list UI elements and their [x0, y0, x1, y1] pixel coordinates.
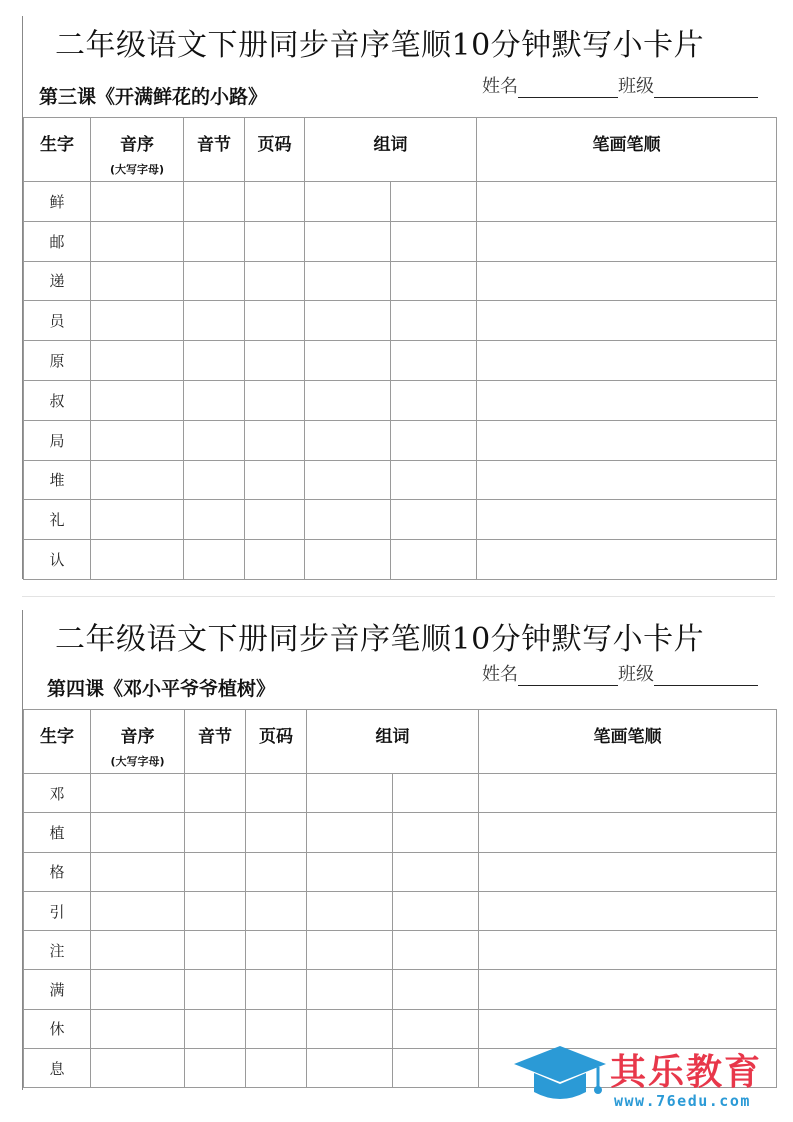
name-blank[interactable] — [518, 79, 618, 98]
word2-cell[interactable] — [393, 931, 479, 970]
word2-cell[interactable] — [391, 380, 477, 420]
word1-cell[interactable] — [307, 1009, 393, 1048]
syllable-cell[interactable] — [185, 970, 246, 1009]
order-cell[interactable] — [91, 540, 184, 580]
syllable-cell[interactable] — [185, 931, 246, 970]
header-order-label: 音序 — [120, 135, 154, 155]
page-cell[interactable] — [245, 341, 305, 381]
table-row — [24, 261, 777, 301]
word2-cell[interactable] — [393, 852, 479, 891]
syllable-cell[interactable] — [185, 1049, 246, 1088]
lesson-title: 第三课《开满鲜花的小路》 — [39, 86, 268, 108]
character-cell: 原 — [24, 341, 91, 381]
word1-cell[interactable] — [305, 341, 391, 381]
word1-cell[interactable] — [305, 301, 391, 341]
word1-cell[interactable] — [307, 891, 393, 930]
brand-logo — [510, 1040, 785, 1115]
character-cell: 叔 — [24, 380, 91, 420]
table-row — [24, 970, 777, 1009]
lesson-title: 第四课《邓小平爷爷植树》 — [47, 678, 276, 700]
strokes-cell[interactable] — [479, 891, 777, 930]
character-cell: 邮 — [24, 221, 91, 261]
word2-cell[interactable] — [391, 500, 477, 540]
character-cell: 植 — [24, 813, 91, 852]
page-cell[interactable] — [246, 970, 307, 1009]
header-syllable: 音节 — [185, 710, 246, 774]
order-cell[interactable] — [91, 420, 184, 460]
syllable-cell[interactable] — [184, 221, 245, 261]
word1-cell[interactable] — [305, 500, 391, 540]
page-cell[interactable] — [245, 420, 305, 460]
card-title: 二年级语文下册同步音序笔顺10分钟默写小卡片 — [55, 28, 705, 63]
order-cell[interactable] — [91, 261, 184, 301]
character-cell: 休 — [24, 1009, 91, 1048]
class-label: 班级 — [618, 76, 654, 97]
name-label: 姓名 — [482, 664, 518, 685]
word1-cell[interactable] — [305, 380, 391, 420]
syllable-cell[interactable] — [185, 891, 246, 930]
class-blank[interactable] — [654, 79, 758, 98]
word1-cell[interactable] — [307, 970, 393, 1009]
table-row — [24, 852, 777, 891]
table-row — [24, 774, 777, 813]
character-cell: 鲜 — [24, 182, 91, 222]
graduation-cap-icon — [510, 1040, 610, 1115]
table-row — [24, 380, 777, 420]
table-row — [24, 420, 777, 460]
page-cell[interactable] — [245, 500, 305, 540]
page-cell[interactable] — [245, 221, 305, 261]
strokes-cell[interactable] — [477, 261, 777, 301]
word1-cell[interactable] — [307, 852, 393, 891]
strokes-cell[interactable] — [479, 813, 777, 852]
header-words: 组词 — [305, 118, 477, 182]
order-cell[interactable] — [91, 221, 184, 261]
word1-cell[interactable] — [305, 540, 391, 580]
word1-cell[interactable] — [307, 931, 393, 970]
strokes-cell[interactable] — [477, 420, 777, 460]
table-row — [24, 540, 777, 580]
order-cell[interactable] — [91, 891, 185, 930]
order-cell[interactable] — [91, 774, 185, 813]
word2-cell[interactable] — [393, 970, 479, 1009]
header-order — [91, 118, 184, 182]
strokes-cell[interactable] — [477, 301, 777, 341]
brand-name: 其乐教育 — [610, 1052, 763, 1093]
card-title: 二年级语文下册同步音序笔顺10分钟默写小卡片 — [55, 622, 705, 657]
page-cell[interactable] — [246, 774, 307, 813]
character-cell: 息 — [24, 1049, 91, 1088]
word2-cell[interactable] — [391, 301, 477, 341]
word2-cell[interactable] — [391, 261, 477, 301]
strokes-cell[interactable] — [477, 460, 777, 500]
character-cell: 局 — [24, 420, 91, 460]
header-syllable: 音节 — [184, 118, 245, 182]
table-row — [24, 891, 777, 930]
order-cell[interactable] — [91, 301, 184, 341]
word1-cell[interactable] — [305, 420, 391, 460]
order-cell[interactable] — [91, 1009, 185, 1048]
word1-cell[interactable] — [307, 774, 393, 813]
order-cell[interactable] — [91, 931, 185, 970]
word2-cell[interactable] — [393, 891, 479, 930]
character-cell: 注 — [24, 931, 91, 970]
page-cell[interactable] — [245, 460, 305, 500]
word2-cell[interactable] — [393, 1009, 479, 1048]
word1-cell[interactable] — [305, 221, 391, 261]
card-lesson-4 — [22, 610, 776, 1090]
page-cell[interactable] — [245, 540, 305, 580]
table-row — [24, 182, 777, 222]
header-page: 页码 — [245, 118, 305, 182]
strokes-cell[interactable] — [479, 852, 777, 891]
dictation-table — [23, 709, 777, 1088]
syllable-cell[interactable] — [184, 341, 245, 381]
table-row — [24, 500, 777, 540]
class-label: 班级 — [618, 664, 654, 685]
header-char: 生字 — [24, 710, 91, 774]
word1-cell[interactable] — [307, 1049, 393, 1088]
character-cell: 邓 — [24, 774, 91, 813]
strokes-cell[interactable] — [477, 380, 777, 420]
dictation-table — [23, 117, 777, 580]
word2-cell[interactable] — [391, 460, 477, 500]
strokes-cell[interactable] — [479, 931, 777, 970]
syllable-cell[interactable] — [184, 380, 245, 420]
order-cell[interactable] — [91, 1049, 185, 1088]
word2-cell[interactable] — [391, 221, 477, 261]
page-cell[interactable] — [245, 380, 305, 420]
syllable-cell[interactable] — [185, 813, 246, 852]
syllable-cell[interactable] — [184, 301, 245, 341]
header-order-sub: (大写字母) — [110, 755, 165, 768]
page-divider — [22, 596, 775, 597]
order-cell[interactable] — [91, 460, 184, 500]
word1-cell[interactable] — [307, 813, 393, 852]
word2-cell[interactable] — [391, 540, 477, 580]
page-cell[interactable] — [246, 891, 307, 930]
card-lesson-3 — [22, 16, 776, 579]
strokes-cell[interactable] — [479, 774, 777, 813]
page-cell[interactable] — [245, 261, 305, 301]
syllable-cell[interactable] — [184, 500, 245, 540]
header-page: 页码 — [246, 710, 307, 774]
syllable-cell[interactable] — [185, 1009, 246, 1048]
brand-url[interactable]: www.76edu.com — [614, 1092, 751, 1110]
page-cell[interactable] — [246, 1049, 307, 1088]
strokes-cell[interactable] — [477, 341, 777, 381]
header-char: 生字 — [24, 118, 91, 182]
table-row — [24, 301, 777, 341]
header-order-label: 音序 — [120, 727, 155, 747]
order-cell[interactable] — [91, 341, 184, 381]
character-cell: 礼 — [24, 500, 91, 540]
syllable-cell[interactable] — [184, 540, 245, 580]
word2-cell[interactable] — [393, 813, 479, 852]
table-row — [24, 931, 777, 970]
header-order-sub: (大写字母) — [109, 163, 165, 176]
card1-rows — [24, 182, 777, 580]
strokes-cell[interactable] — [477, 221, 777, 261]
syllable-cell[interactable] — [185, 852, 246, 891]
page-cell[interactable] — [246, 931, 307, 970]
table-row — [24, 813, 777, 852]
order-cell[interactable] — [91, 813, 185, 852]
word1-cell[interactable] — [305, 182, 391, 222]
word1-cell[interactable] — [305, 460, 391, 500]
name-blank[interactable] — [518, 667, 618, 686]
order-cell[interactable] — [91, 380, 184, 420]
word1-cell[interactable] — [305, 261, 391, 301]
header-strokes: 笔画笔顺 — [477, 118, 777, 182]
name-class-fields — [482, 660, 758, 686]
header-words: 组词 — [307, 710, 479, 774]
header-order — [91, 710, 185, 774]
order-cell[interactable] — [91, 500, 184, 540]
character-cell: 员 — [24, 301, 91, 341]
syllable-cell[interactable] — [184, 460, 245, 500]
table-row — [24, 460, 777, 500]
word2-cell[interactable] — [391, 341, 477, 381]
strokes-cell[interactable] — [479, 970, 777, 1009]
character-cell: 格 — [24, 852, 91, 891]
character-cell: 堆 — [24, 460, 91, 500]
word2-cell[interactable] — [391, 182, 477, 222]
page-cell[interactable] — [246, 813, 307, 852]
character-cell: 递 — [24, 261, 91, 301]
name-class-fields — [482, 72, 758, 98]
table-row — [24, 341, 777, 381]
character-cell: 认 — [24, 540, 91, 580]
order-cell[interactable] — [91, 970, 185, 1009]
syllable-cell[interactable] — [184, 182, 245, 222]
strokes-cell[interactable] — [477, 540, 777, 580]
word2-cell[interactable] — [393, 1049, 479, 1088]
strokes-cell[interactable] — [477, 500, 777, 540]
strokes-cell[interactable] — [477, 182, 777, 222]
character-cell: 满 — [24, 970, 91, 1009]
syllable-cell[interactable] — [184, 420, 245, 460]
page-cell[interactable] — [245, 182, 305, 222]
syllable-cell[interactable] — [184, 261, 245, 301]
order-cell[interactable] — [91, 182, 184, 222]
page-cell[interactable] — [246, 1009, 307, 1048]
page-cell[interactable] — [246, 852, 307, 891]
character-cell: 引 — [24, 891, 91, 930]
name-label: 姓名 — [482, 76, 518, 97]
word2-cell[interactable] — [393, 774, 479, 813]
order-cell[interactable] — [91, 852, 185, 891]
syllable-cell[interactable] — [185, 774, 246, 813]
class-blank[interactable] — [654, 667, 758, 686]
page-cell[interactable] — [245, 301, 305, 341]
word2-cell[interactable] — [391, 420, 477, 460]
table-row — [24, 221, 777, 261]
header-strokes: 笔画笔顺 — [479, 710, 777, 774]
